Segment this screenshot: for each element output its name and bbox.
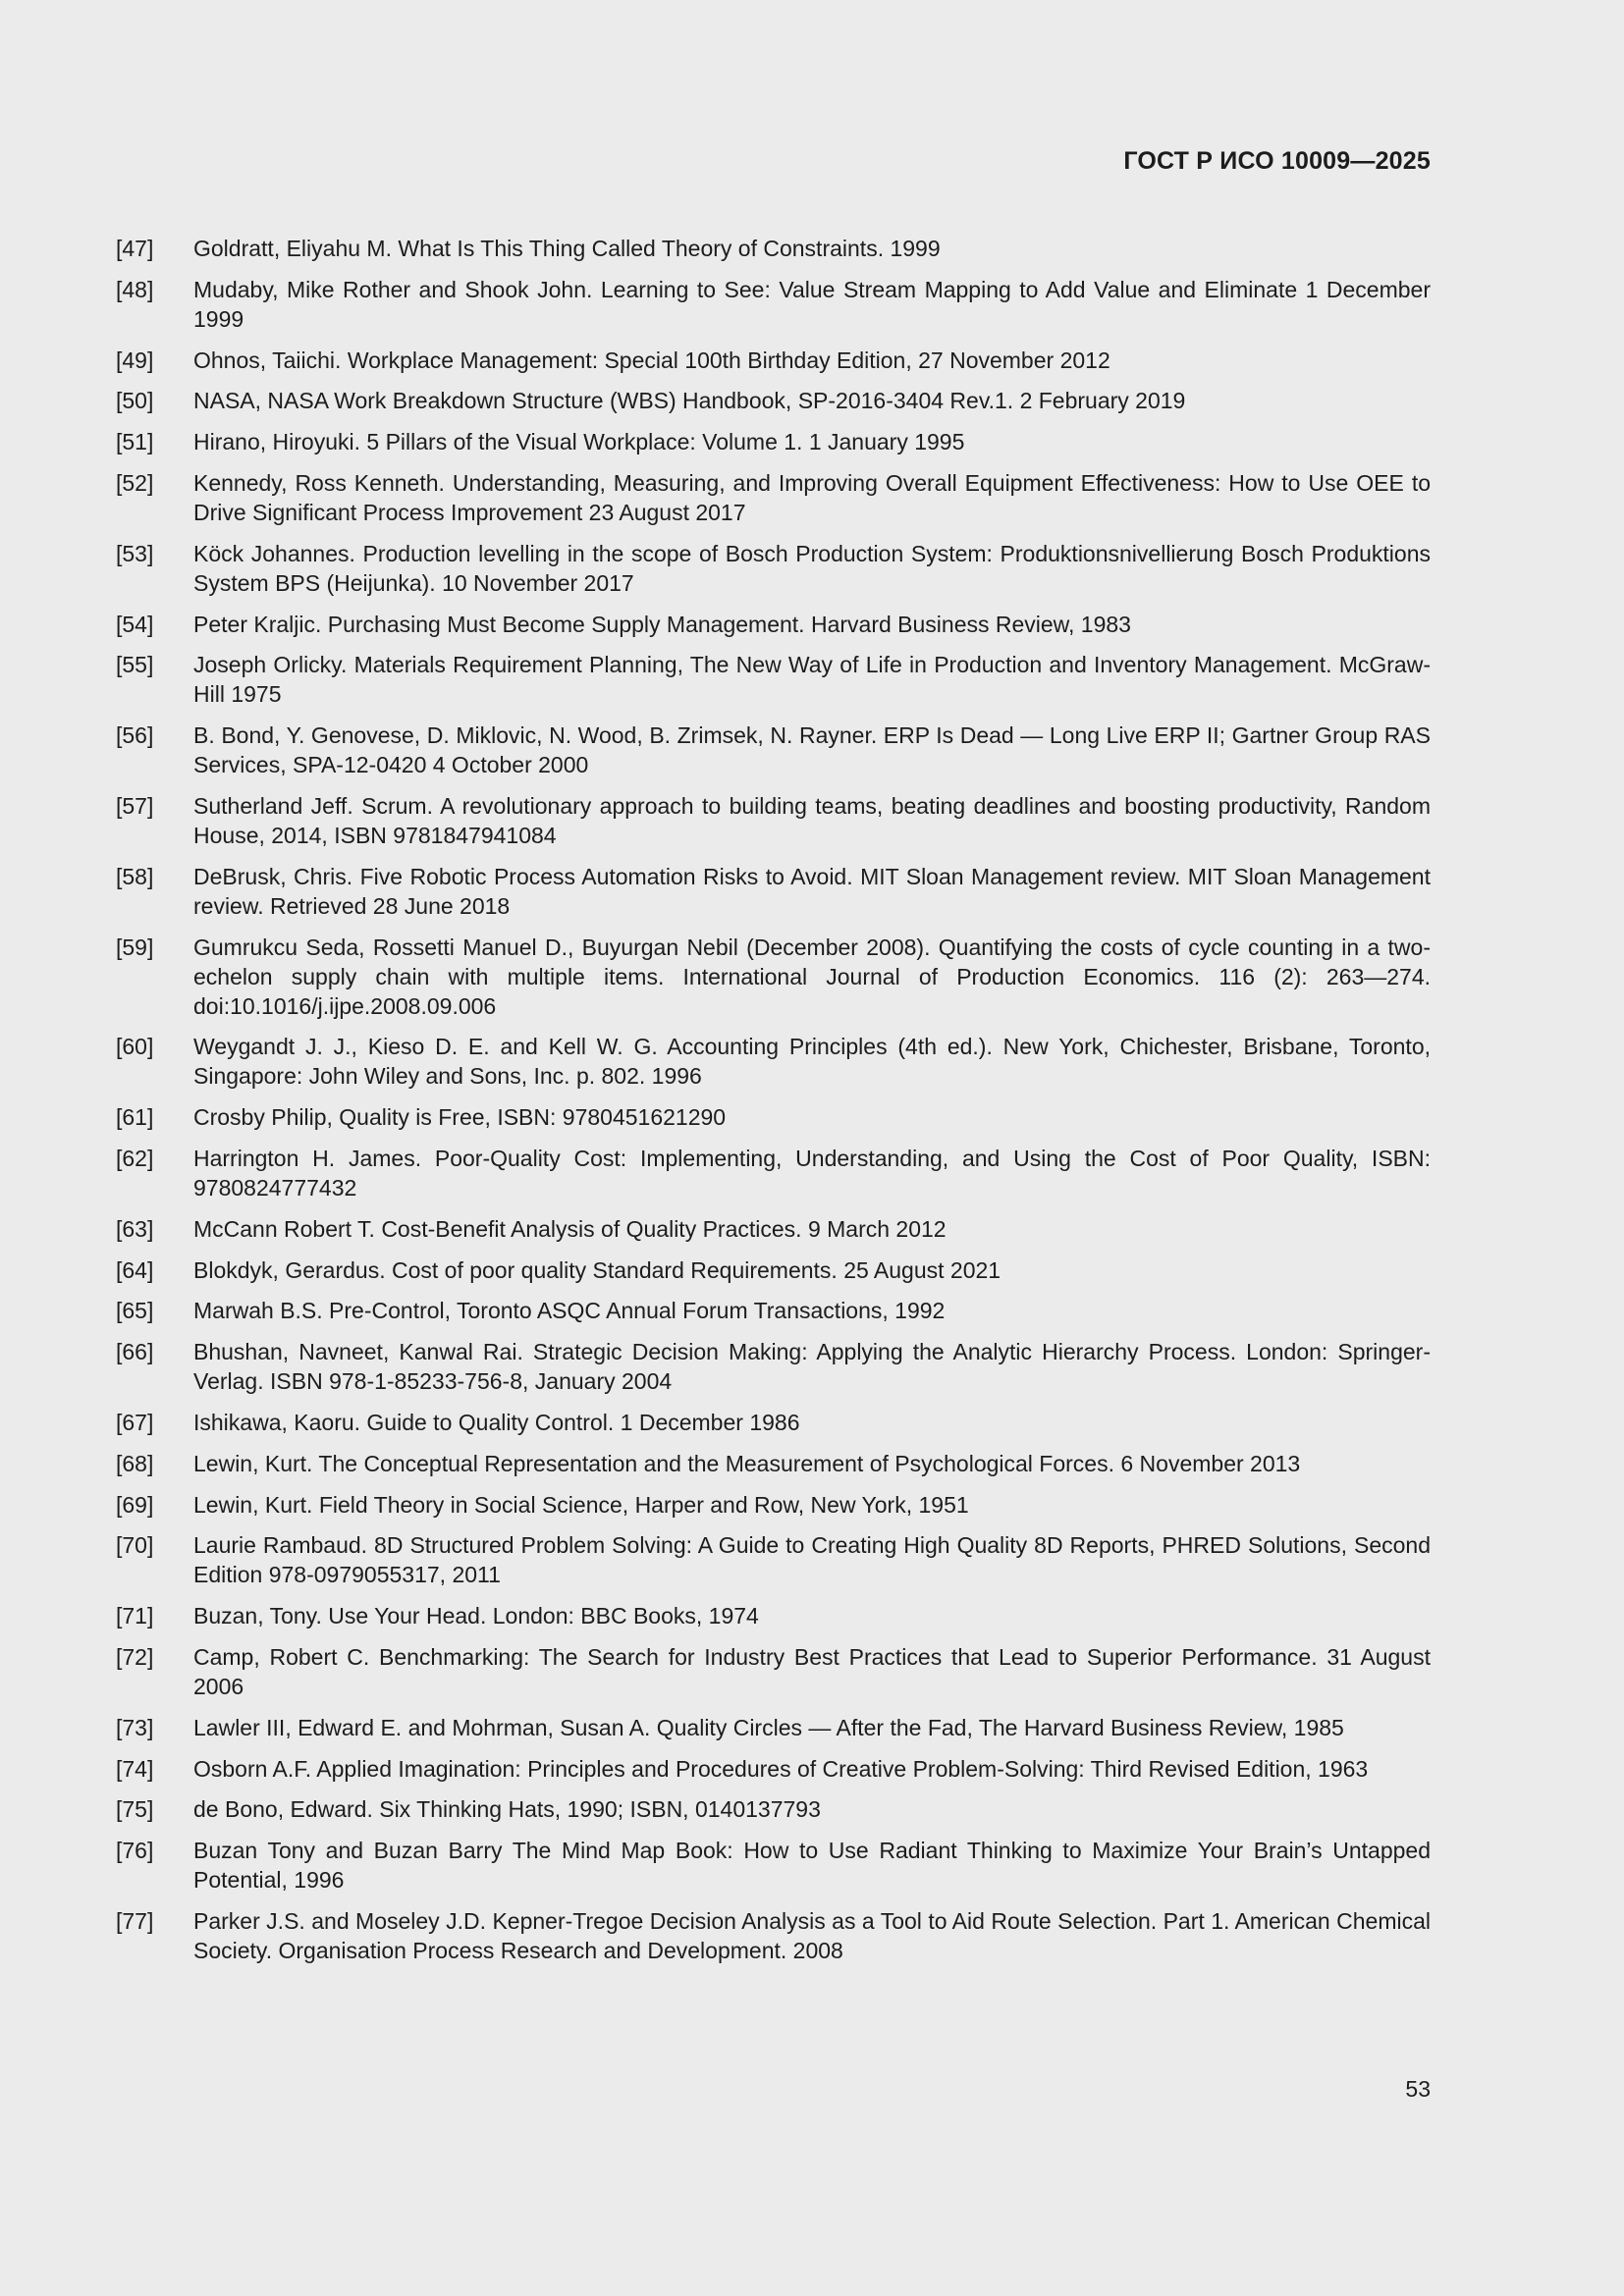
reference-number: [77] bbox=[116, 1907, 154, 1934]
reference-text: DeBrusk, Chris. Five Robotic Process Automation Risks to Avoid. MIT Sloan Management review. MIT Sloan Management review. Retrieved 28 June 2018 bbox=[193, 863, 1431, 919]
bibliography-entry bbox=[116, 1836, 1431, 1895]
reference-number: [68] bbox=[116, 1450, 154, 1476]
page-number: 53 bbox=[1405, 2076, 1431, 2102]
reference-text: Ohnos, Taiichi. Workplace Management: Special 100th Birthday Edition, 27 November 2012 bbox=[193, 347, 1110, 373]
reference-number: [62] bbox=[116, 1145, 154, 1171]
reference-text: Buzan Tony and Buzan Barry The Mind Map Book: How to Use Radiant Thinking to Maximize Your Brain’s Untapped Potential, 1996 bbox=[193, 1838, 1431, 1894]
reference-text: Harrington H. James. Poor-Quality Cost: Implementing, Understanding, and Using the Cost of Poor Quality, ISBN: 9780824777432 bbox=[193, 1145, 1431, 1201]
reference-text: Goldratt, Eliyahu M. What Is This Thing Called Theory of Constraints. 1999 bbox=[193, 236, 941, 261]
reference-text: NASA, NASA Work Breakdown Structure (WBS) Handbook, SP-2016-3404 Rev.1. 2 February 2019 bbox=[193, 388, 1186, 414]
reference-number: [55] bbox=[116, 652, 154, 678]
bibliography-entry bbox=[116, 1713, 1431, 1742]
bibliography-entry bbox=[116, 1214, 1431, 1244]
reference-text: Lewin, Kurt. The Conceptual Representation and the Measurement of Psychological Forces. 6 November 2013 bbox=[193, 1450, 1301, 1476]
reference-text: Peter Kraljic. Purchasing Must Become Supply Management. Harvard Business Review, 1983 bbox=[193, 611, 1131, 637]
reference-text: B. Bond, Y. Genovese, D. Miklovic, N. Wood, B. Zrimsek, N. Rayner. ERP Is Dead — Long Live ERP II; Gartner Group RAS Services, SPA-12-0420 4 October 2000 bbox=[193, 722, 1431, 778]
reference-text: Laurie Rambaud. 8D Structured Problem Solving: A Guide to Creating High Quality 8D Reports, PHRED Solutions, Second Edition 978-0979055317, 2011 bbox=[193, 1532, 1431, 1588]
bibliography-list bbox=[116, 234, 1431, 1977]
reference-number: [59] bbox=[116, 934, 154, 960]
bibliography-entry bbox=[116, 1601, 1431, 1630]
reference-text: Weygandt J. J., Kieso D. E. and Kell W. G. Accounting Principles (4th ed.). New York, Chichester, Brisbane, Toronto, Singapore: John Wiley and Sons, Inc. p. 802. 1996 bbox=[193, 1034, 1431, 1090]
reference-number: [67] bbox=[116, 1409, 154, 1435]
reference-text: Ishikawa, Kaoru. Guide to Quality Control. 1 December 1986 bbox=[193, 1409, 800, 1435]
bibliography-entry bbox=[116, 933, 1431, 1021]
reference-text: Crosby Philip, Quality is Free, ISBN: 9780451621290 bbox=[193, 1104, 727, 1131]
reference-number: [72] bbox=[116, 1643, 154, 1670]
reference-text: Parker J.S. and Moseley J.D. Kepner-Tregoe Decision Analysis as a Tool to Aid Route Selection. Part 1. American Chemical Society. Organisation Process Research and Development. 2008 bbox=[193, 1907, 1431, 1963]
bibliography-entry bbox=[116, 1642, 1431, 1701]
reference-number: [73] bbox=[116, 1714, 154, 1740]
reference-text: Buzan, Tony. Use Your Head. London: BBC Books, 1974 bbox=[193, 1603, 759, 1629]
bibliography-entry bbox=[116, 1144, 1431, 1202]
reference-number: [75] bbox=[116, 1796, 154, 1823]
reference-number: [49] bbox=[116, 347, 154, 373]
reference-number: [69] bbox=[116, 1491, 154, 1518]
reference-number: [51] bbox=[116, 429, 154, 455]
reference-number: [47] bbox=[116, 236, 154, 261]
reference-text: Blokdyk, Gerardus. Cost of poor quality Standard Requirements. 25 August 2021 bbox=[193, 1256, 1001, 1283]
reference-number: [70] bbox=[116, 1532, 154, 1559]
reference-text: Bhushan, Navneet, Kanwal Rai. Strategic Decision Making: Applying the Analytic Hierarchy Process. London: Springer-Verlag. ISBN 978-1-85233-756-8, January 2004 bbox=[193, 1339, 1431, 1395]
reference-text: Köck Johannes. Production levelling in the scope of Bosch Production System: Produktionsnivellierung Bosch Produktions System BPS (Heijunka). 10 November 2017 bbox=[193, 540, 1431, 596]
reference-text: Gumrukcu Seda, Rossetti Manuel D., Buyurgan Nebil (December 2008). Quantifying the costs of cycle counting in a two-echelon supply chain with multiple items. International Journal of Production Economics. 116 (2): 263—274. doi:10.1016/j.ijpe.2008.09.006 bbox=[193, 934, 1431, 1019]
bibliography-entry bbox=[116, 791, 1431, 850]
bibliography-entry bbox=[116, 275, 1431, 334]
reference-text: Hirano, Hiroyuki. 5 Pillars of the Visual Workplace: Volume 1. 1 January 1995 bbox=[193, 429, 965, 455]
reference-number: [74] bbox=[116, 1755, 154, 1782]
bibliography-entry bbox=[116, 1032, 1431, 1091]
reference-text: de Bono, Edward. Six Thinking Hats, 1990; ISBN, 0140137793 bbox=[193, 1796, 821, 1823]
bibliography-entry bbox=[116, 234, 1431, 263]
bibliography-entry bbox=[116, 1408, 1431, 1437]
reference-text: Osborn A.F. Applied Imagination: Principles and Procedures of Creative Problem-Solving: Third Revised Edition, 1963 bbox=[193, 1755, 1369, 1782]
reference-number: [64] bbox=[116, 1256, 154, 1283]
reference-text: Lewin, Kurt. Field Theory in Social Science, Harper and Row, New York, 1951 bbox=[193, 1491, 969, 1518]
bibliography-entry bbox=[116, 427, 1431, 456]
reference-number: [60] bbox=[116, 1034, 154, 1060]
reference-number: [66] bbox=[116, 1339, 154, 1365]
reference-number: [76] bbox=[116, 1838, 154, 1864]
reference-number: [52] bbox=[116, 469, 154, 496]
bibliography-entry bbox=[116, 346, 1431, 375]
reference-number: [63] bbox=[116, 1215, 154, 1242]
document-header-standard-code: ГОСТ Р ИСО 10009—2025 bbox=[1123, 147, 1431, 175]
bibliography-entry bbox=[116, 1337, 1431, 1396]
bibliography-entry bbox=[116, 1296, 1431, 1325]
bibliography-entry bbox=[116, 1449, 1431, 1478]
reference-text: Marwah B.S. Pre-Control, Toronto ASQC Annual Forum Transactions, 1992 bbox=[193, 1298, 946, 1324]
bibliography-entry bbox=[116, 862, 1431, 921]
reference-number: [57] bbox=[116, 792, 154, 819]
bibliography-entry bbox=[116, 610, 1431, 639]
bibliography-entry bbox=[116, 468, 1431, 527]
bibliography-entry bbox=[116, 1255, 1431, 1285]
reference-number: [48] bbox=[116, 276, 154, 302]
reference-number: [58] bbox=[116, 863, 154, 889]
bibliography-entry bbox=[116, 1102, 1431, 1132]
reference-number: [53] bbox=[116, 540, 154, 566]
reference-text: Camp, Robert C. Benchmarking: The Search for Industry Best Practices that Lead to Superior Performance. 31 August 2006 bbox=[193, 1643, 1431, 1699]
reference-text: Lawler III, Edward E. and Mohrman, Susan A. Quality Circles — After the Fad, The Harvard Business Review, 1985 bbox=[193, 1714, 1344, 1740]
reference-text: Sutherland Jeff. Scrum. A revolutionary approach to building teams, beating deadlines and boosting productivity, Random House, 2014, ISBN 9781847941084 bbox=[193, 792, 1431, 848]
reference-number: [65] bbox=[116, 1298, 154, 1324]
reference-number: [56] bbox=[116, 722, 154, 749]
bibliography-entry bbox=[116, 650, 1431, 709]
bibliography-entry bbox=[116, 386, 1431, 415]
bibliography-entry bbox=[116, 1754, 1431, 1784]
bibliography-entry bbox=[116, 1906, 1431, 1965]
bibliography-entry bbox=[116, 539, 1431, 598]
bibliography-entry bbox=[116, 721, 1431, 779]
reference-text: Kennedy, Ross Kenneth. Understanding, Measuring, and Improving Overall Equipment Effectiveness: How to Use OEE to Drive Significant Process Improvement 23 August 2017 bbox=[193, 469, 1431, 525]
reference-number: [54] bbox=[116, 611, 154, 637]
bibliography-entry bbox=[116, 1530, 1431, 1589]
bibliography-entry bbox=[116, 1490, 1431, 1520]
reference-text: Mudaby, Mike Rother and Shook John. Learning to See: Value Stream Mapping to Add Value and Eliminate 1 December 1999 bbox=[193, 276, 1431, 332]
reference-number: [71] bbox=[116, 1603, 154, 1629]
reference-text: McCann Robert T. Cost-Benefit Analysis of Quality Practices. 9 March 2012 bbox=[193, 1215, 947, 1242]
reference-number: [50] bbox=[116, 388, 154, 414]
bibliography-entry bbox=[116, 1794, 1431, 1824]
reference-text: Joseph Orlicky. Materials Requirement Planning, The New Way of Life in Production and Inventory Management. McGraw-Hill 1975 bbox=[193, 652, 1431, 708]
reference-number: [61] bbox=[116, 1104, 154, 1131]
